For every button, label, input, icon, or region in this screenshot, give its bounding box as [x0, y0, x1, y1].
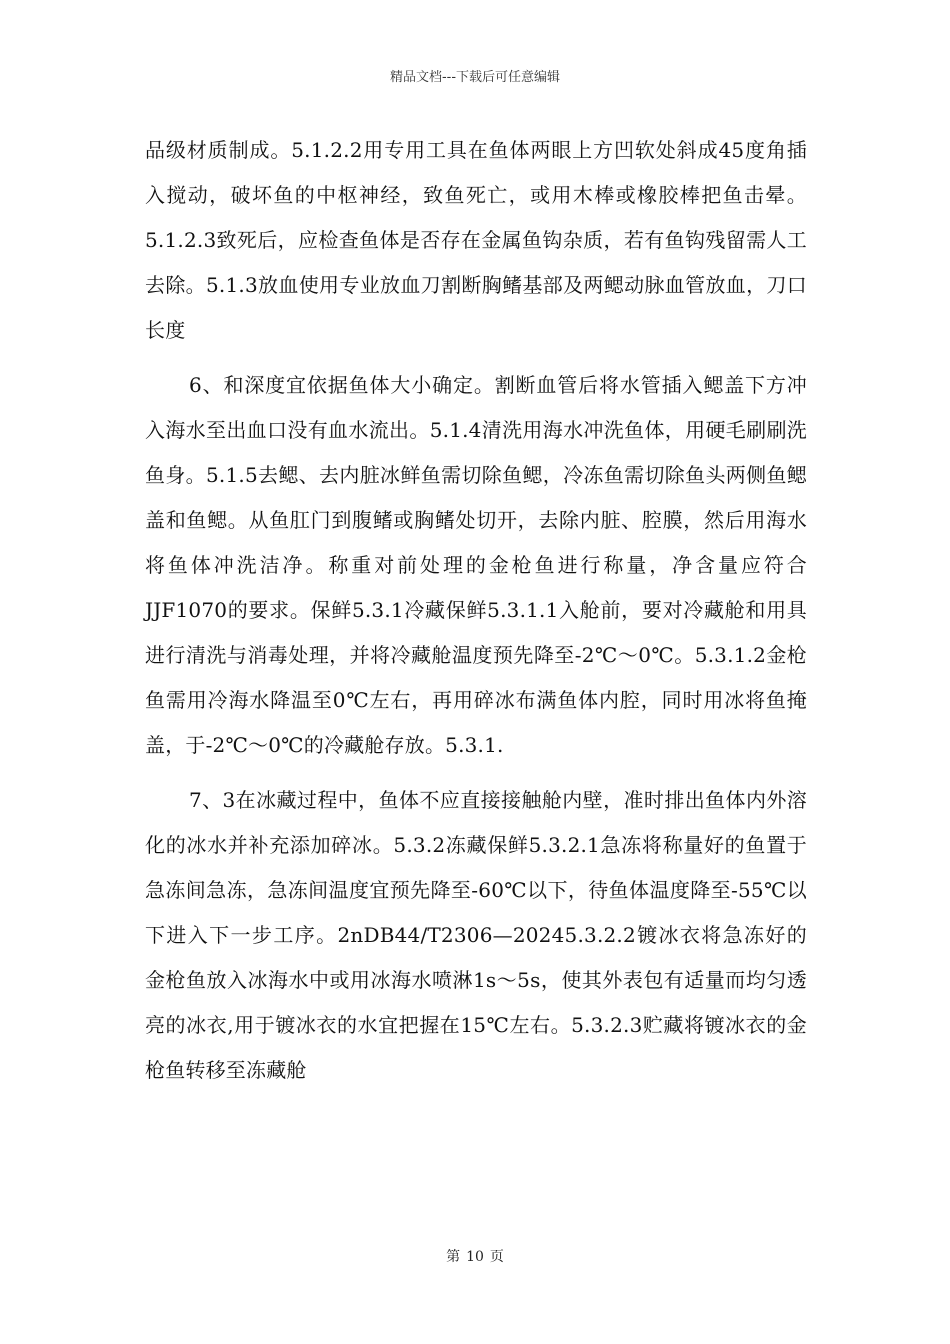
- paragraph-3: 7、3在冰藏过程中，鱼体不应直接接触舱内壁，准时排出鱼体内外溶化的冰水并补充添加碎冰。5.3.2冻藏保鲜5.3.2.1急冻将称量好的鱼置于急冻间急冻，急冻间温度宜预先降至-60℃以下，待鱼体温度降至-55℃以下进入下一步工序。2nDB44/T2306—20245.3.2.2镀冰衣将急冻好的金枪鱼放入冰海水中或用冰海水喷淋1s～5s，使其外表包有适量而均匀透亮的冰衣,用于镀冰衣的水宜把握在15℃左右。5.3.2.3贮藏将镀冰衣的金枪鱼转移至冻藏舱: [145, 788, 807, 1082]
- page-header: 精品文档---下载后可任意编辑: [389, 70, 561, 85]
- page-number: 10: [466, 1249, 484, 1265]
- page-suffix: 页: [489, 1249, 504, 1265]
- paragraph-1: 品级材质制成。5.1.2.2用专用工具在鱼体两眼上方凹软处斜成45度角插入搅动，破坏鱼的中枢神经，致鱼死亡，或用木棒或橡胶棒把鱼击晕。5.1.2.3致死后，应检查鱼体是否存在金属鱼钩杂质，若有鱼钩残留需人工去除。5.1.3放血使用专业放血刀割断胸鳍基部及两鳃动脉血管放血，刀口长度: [145, 138, 807, 342]
- page-footer: [0, 1246, 950, 1266]
- paragraph-2: 6、和深度宜依据鱼体大小确定。割断血管后将水管插入鳃盖下方冲入海水至出血口没有血水流出。5.1.4清洗用海水冲洗鱼体，用硬毛刷刷洗鱼身。5.1.5去鳃、去内脏冰鲜鱼需切除鱼鳃，冷冻鱼需切除鱼头两侧鱼鳃盖和鱼鳃。从鱼肛门到腹鳍或胸鳍处切开，去除内脏、腔膜，然后用海水将鱼体冲洗洁净。称重对前处理的金枪鱼进行称量，净含量应符合JJF1070的要求。保鲜5.3.1冷藏保鲜5.3.1.1入舱前，要对冷藏舱和用具进行清洗与消毒处理，并将冷藏舱温度预先降至-2℃～0℃。5.3.1.2金枪鱼需用冷海水降温至0℃左右，再用碎冰布满鱼体内腔，同时用冰将鱼掩盖，于-2℃～0℃的冷藏舱存放。5.3.1.: [145, 373, 807, 757]
- page-prefix: 第: [446, 1249, 461, 1265]
- document-body: [145, 128, 807, 1093]
